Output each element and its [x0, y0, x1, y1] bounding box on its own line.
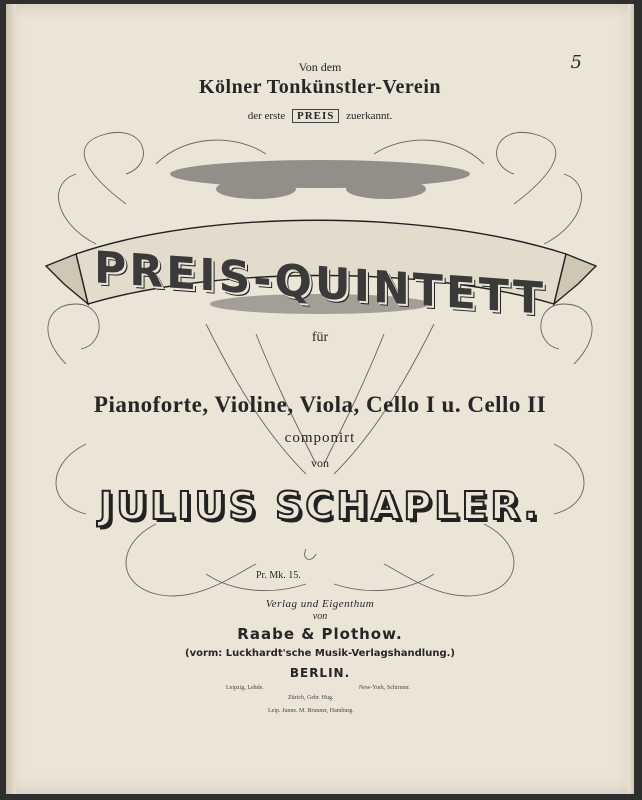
- von-text: von: [311, 456, 329, 470]
- publisher-formerly: (vorm: Luckhardt'sche Musik-Verlagshandlung.): [185, 648, 455, 659]
- publisher-city: BERLIN.: [289, 666, 351, 680]
- title-page: [6, 4, 634, 794]
- verlag-text: Verlag und Eigenthum: [265, 598, 375, 610]
- society-name: Kölner Tonkünstler-Verein: [199, 76, 441, 98]
- price: Pr. Mk. 15.: [256, 570, 301, 581]
- page-number: 5: [570, 52, 582, 73]
- composer-name: JULIUS SCHAPLER.: [99, 484, 541, 528]
- branch-zuerich: Zürich, Gebr. Hug.: [288, 695, 334, 701]
- prize-word: PREIS: [292, 109, 339, 123]
- instrumentation: Pianoforte, Violine, Viola, Cello I u. Cello II: [93, 392, 547, 417]
- work-title: PREIS-QUINTETT: [94, 242, 546, 325]
- branch-hamburg: Leip. Junne. M. Brunner, Hamburg.: [268, 708, 354, 714]
- prize-line: [6, 109, 634, 123]
- intro-text: Von dem: [298, 60, 342, 74]
- branch-leipzig: Leipzig, Lehde.: [226, 685, 264, 691]
- branch-newyork: New-York, Schirmer.: [359, 685, 411, 691]
- prize-prefix: der erste: [247, 110, 286, 122]
- prize-suffix: zuerkannt.: [346, 110, 393, 122]
- publisher-von: von: [312, 611, 328, 622]
- componirt-text: componirt: [284, 430, 356, 446]
- fuer-text: für: [311, 330, 329, 345]
- publisher-name: Raabe & Plothow.: [237, 625, 403, 643]
